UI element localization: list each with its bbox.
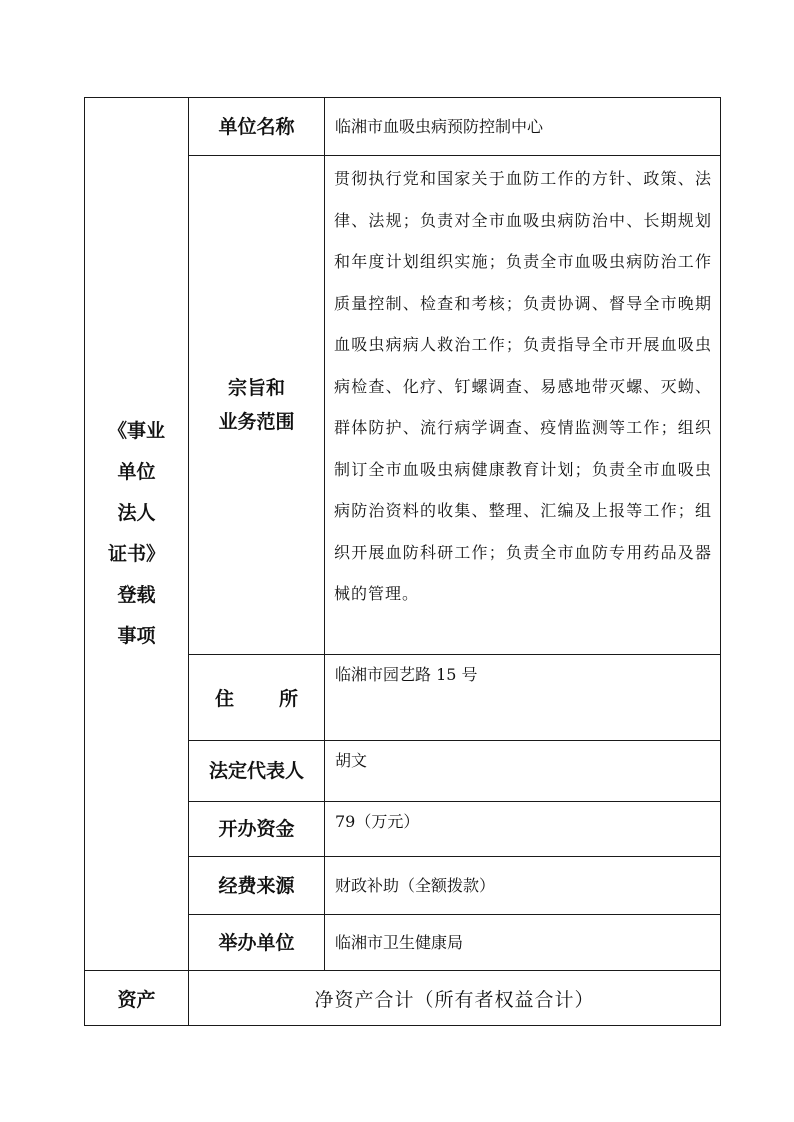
purpose-value-cell bbox=[325, 156, 721, 655]
funds-label: 开办资金 bbox=[218, 818, 295, 840]
side-heading: 《事业 单位 法人 证书》 登载 事项 bbox=[107, 420, 165, 647]
funding-source-value: 财政补助（全额拨款） bbox=[335, 875, 496, 895]
purpose-value: 贯彻执行党和国家关于血防工作的方针、政策、法律、法规；负责对全市血吸虫病防治中、长期规划和年度计划组织实施；负责全市血吸虫病防治工作质量控制、检查和考核；负责协调、督导全市晚期血吸虫病病人救治工作；负责指导全市开展血吸虫病检查、化疗、钉螺调查、易感地带灭螺、灭蚴、群体防护、流行病学调查、疫情监测等工作；组织制订全市血吸虫病健康教育计划；负责全市血吸虫病防治资料的收集、整理、汇编及上报等工作；组织开展血防科研工作；负责全市血防专用药品及器械的管理。 bbox=[334, 169, 712, 603]
assets-label: 资产 bbox=[117, 988, 156, 1011]
address-value: 临湘市园艺路 15 号 bbox=[335, 665, 478, 684]
address-label bbox=[189, 684, 324, 711]
funding-source-value-cell bbox=[325, 857, 721, 915]
purpose-label: 宗旨和 业务范围 bbox=[218, 377, 295, 433]
address-value-cell bbox=[325, 655, 721, 741]
funding-source-label-cell bbox=[189, 857, 325, 915]
unit-name-value: 临湘市血吸虫病预防控制中心 bbox=[335, 116, 544, 136]
assets-label-cell bbox=[85, 971, 189, 1026]
unit-name-value-cell bbox=[325, 98, 721, 156]
sponsor-value: 临湘市卫生健康局 bbox=[335, 932, 464, 952]
unit-name-label-cell bbox=[189, 98, 325, 156]
legal-rep-value: 胡文 bbox=[335, 751, 368, 770]
table-row bbox=[85, 971, 721, 1026]
assets-value-cell bbox=[189, 971, 721, 1026]
funds-value: 79（万元） bbox=[335, 812, 420, 831]
sponsor-label-cell bbox=[189, 915, 325, 971]
address-label-part-1: 住 bbox=[215, 688, 235, 710]
purpose-label-cell bbox=[189, 156, 325, 655]
sponsor-value-cell bbox=[325, 915, 721, 971]
legal-rep-label: 法定代表人 bbox=[208, 760, 304, 782]
unit-name-label: 单位名称 bbox=[218, 115, 295, 138]
legal-rep-label-cell bbox=[189, 741, 325, 802]
sponsor-label: 举办单位 bbox=[218, 931, 295, 954]
table-row bbox=[85, 98, 721, 156]
funds-label-cell bbox=[189, 802, 325, 857]
registration-table bbox=[84, 97, 721, 1026]
legal-rep-value-cell bbox=[325, 741, 721, 802]
address-label-cell bbox=[189, 655, 325, 741]
funding-source-label: 经费来源 bbox=[218, 874, 295, 897]
funds-value-cell bbox=[325, 802, 721, 857]
assets-value: 净资产合计（所有者权益合计） bbox=[314, 988, 595, 1011]
side-heading-cell bbox=[85, 98, 189, 971]
address-label-part-2: 所 bbox=[278, 688, 298, 710]
